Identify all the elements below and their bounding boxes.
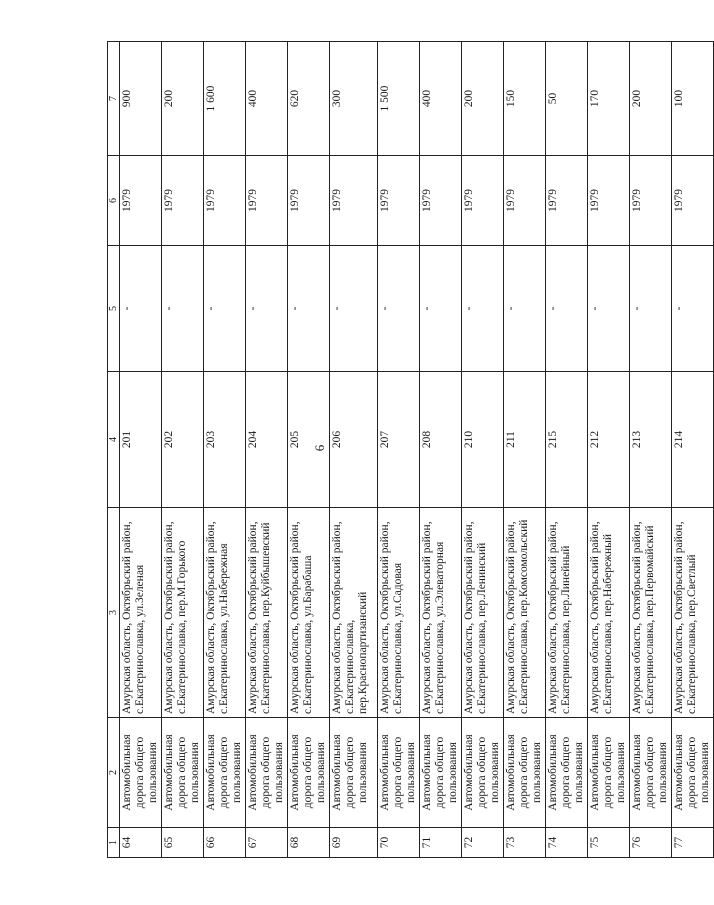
address-cell: Амурская область, Октябрьский район, с.Екатеринославка, пер.Светлый: [672, 508, 714, 718]
header-cell-1: 1: [108, 828, 120, 858]
table-row: [162, 42, 204, 858]
table-row: [546, 42, 588, 858]
year-cell: 1979: [546, 156, 588, 246]
road-type-cell: Автомобильная дорога общего пользования: [330, 718, 378, 828]
table-row: [204, 42, 246, 858]
row-number-cell: 73: [504, 828, 546, 858]
roads-table-body: [108, 42, 714, 858]
table-row: [120, 42, 162, 858]
table-row: [330, 42, 378, 858]
length-cell: 1 500: [378, 42, 420, 156]
roads-table: [107, 41, 714, 858]
road-type-cell: Автомобильная дорога общего пользования: [420, 718, 462, 828]
year-cell: 1979: [162, 156, 204, 246]
road-type-cell: Автомобильная дорога общего пользования: [378, 718, 420, 828]
table-row: [504, 42, 546, 858]
identifier-cell: 214: [672, 372, 714, 508]
identifier-cell: 215: [546, 372, 588, 508]
column-number-header: [108, 42, 120, 858]
length-cell: 150: [504, 42, 546, 156]
table-row: [420, 42, 462, 858]
identifier-cell: 212: [588, 372, 630, 508]
year-cell: 1979: [120, 156, 162, 246]
road-type-cell: Автомобильная дорога общего пользования: [588, 718, 630, 828]
column-5-cell: -: [204, 246, 246, 372]
address-cell: Амурская область, Октябрьский район, с.Екатеринославка, пер.Набережный: [588, 508, 630, 718]
address-cell: Амурская область, Октябрьский район, с.Екатеринославка, пер.Куйбышевский: [246, 508, 288, 718]
header-cell-4: 4: [108, 372, 120, 508]
year-cell: 1979: [420, 156, 462, 246]
row-number-cell: 64: [120, 828, 162, 858]
identifier-cell: 213: [630, 372, 672, 508]
column-5-cell: -: [462, 246, 504, 372]
identifier-cell: 211: [504, 372, 546, 508]
table-row: [462, 42, 504, 858]
year-cell: 1979: [630, 156, 672, 246]
year-cell: 1979: [246, 156, 288, 246]
row-number-cell: 66: [204, 828, 246, 858]
year-cell: 1979: [378, 156, 420, 246]
length-cell: 100: [672, 42, 714, 156]
row-number-cell: 74: [546, 828, 588, 858]
identifier-cell: 202: [162, 372, 204, 508]
column-5-cell: -: [588, 246, 630, 372]
table-row: [246, 42, 288, 858]
row-number-cell: 65: [162, 828, 204, 858]
address-cell: Амурская область, Октябрьский район, с.Екатеринославка, ул.Набережная: [204, 508, 246, 718]
identifier-cell: 210: [462, 372, 504, 508]
address-cell: Амурская область, Октябрьский район, с.Екатеринославка, пер.М.Горького: [162, 508, 204, 718]
year-cell: 1979: [330, 156, 378, 246]
address-cell: Амурская область, Октябрьский район, с.Екатеринославка, пер.Комсомольский: [504, 508, 546, 718]
year-cell: 1979: [504, 156, 546, 246]
identifier-cell: 203: [204, 372, 246, 508]
road-type-cell: Автомобильная дорога общего пользования: [504, 718, 546, 828]
row-number-cell: 69: [330, 828, 378, 858]
identifier-cell: 206: [330, 372, 378, 508]
column-5-cell: -: [546, 246, 588, 372]
column-5-cell: -: [420, 246, 462, 372]
length-cell: 200: [462, 42, 504, 156]
row-number-cell: 70: [378, 828, 420, 858]
address-cell: Амурская область, Октябрьский район, с.Екатеринославка, пер.Линейный: [546, 508, 588, 718]
road-type-cell: Автомобильная дорога общего пользования: [120, 718, 162, 828]
header-cell-3: 3: [108, 508, 120, 718]
column-5-cell: -: [378, 246, 420, 372]
length-cell: 900: [120, 42, 162, 156]
header-cell-5: 5: [108, 246, 120, 372]
road-type-cell: Автомобильная дорога общего пользования: [546, 718, 588, 828]
identifier-cell: 205: [288, 372, 330, 508]
table-row: [672, 42, 714, 858]
road-type-cell: Автомобильная дорога общего пользования: [630, 718, 672, 828]
address-cell: Амурская область, Октябрьский район, с.Екатеринославка, ул.Элеваторная: [420, 508, 462, 718]
row-number-cell: 77: [672, 828, 714, 858]
page-number: 6: [312, 444, 327, 452]
row-number-cell: 71: [420, 828, 462, 858]
column-5-cell: -: [330, 246, 378, 372]
identifier-cell: 204: [246, 372, 288, 508]
row-number-cell: 76: [630, 828, 672, 858]
row-number-cell: 75: [588, 828, 630, 858]
row-number-cell: 68: [288, 828, 330, 858]
column-5-cell: -: [120, 246, 162, 372]
table-row: [378, 42, 420, 858]
road-type-cell: Автомобильная дорога общего пользования: [288, 718, 330, 828]
header-cell-7: 7: [108, 42, 120, 156]
year-cell: 1979: [288, 156, 330, 246]
row-number-cell: 67: [246, 828, 288, 858]
column-5-cell: -: [630, 246, 672, 372]
table-row: [630, 42, 672, 858]
header-cell-2: 2: [108, 718, 120, 828]
road-type-cell: Автомобильная дорога общего пользования: [162, 718, 204, 828]
road-type-cell: Автомобильная дорога общего пользования: [246, 718, 288, 828]
length-cell: 200: [162, 42, 204, 156]
column-5-cell: -: [288, 246, 330, 372]
year-cell: 1979: [672, 156, 714, 246]
row-number-cell: 72: [462, 828, 504, 858]
address-cell: Амурская область, Октябрьский район, с.Екатеринославка, ул.Садовая: [378, 508, 420, 718]
address-cell: Амурская область, Октябрьский район, с.Екатеринославка, пер.Ленинский: [462, 508, 504, 718]
length-cell: 300: [330, 42, 378, 156]
column-5-cell: -: [246, 246, 288, 372]
length-cell: 620: [288, 42, 330, 156]
rotated-table-frame: [107, 42, 711, 858]
address-cell: Амурская область, Октябрьский район, с.Екатеринославка, ул.Барабаша: [288, 508, 330, 718]
address-cell: Амурская область, Октябрьский район, с.Екатеринославка, пер.Краснопартизанский: [330, 508, 378, 718]
column-5-cell: -: [504, 246, 546, 372]
length-cell: 200: [630, 42, 672, 156]
address-cell: Амурская область, Октябрьский район, с.Екатеринославка, ул.Зеленая: [120, 508, 162, 718]
document-table-container: [107, 42, 711, 858]
length-cell: 1 600: [204, 42, 246, 156]
road-type-cell: Автомобильная дорога общего пользования: [672, 718, 714, 828]
road-type-cell: Автомобильная дорога общего пользования: [204, 718, 246, 828]
length-cell: 50: [546, 42, 588, 156]
year-cell: 1979: [588, 156, 630, 246]
length-cell: 400: [420, 42, 462, 156]
identifier-cell: 207: [378, 372, 420, 508]
identifier-cell: 208: [420, 372, 462, 508]
table-row: [288, 42, 330, 858]
road-type-cell: Автомобильная дорога общего пользования: [462, 718, 504, 828]
year-cell: 1979: [462, 156, 504, 246]
column-5-cell: -: [672, 246, 714, 372]
table-row: [588, 42, 630, 858]
address-cell: Амурская область, Октябрьский район, с.Екатеринославка, пер.Первомайский: [630, 508, 672, 718]
header-cell-6: 6: [108, 156, 120, 246]
column-5-cell: -: [162, 246, 204, 372]
year-cell: 1979: [204, 156, 246, 246]
length-cell: 170: [588, 42, 630, 156]
identifier-cell: 201: [120, 372, 162, 508]
length-cell: 400: [246, 42, 288, 156]
